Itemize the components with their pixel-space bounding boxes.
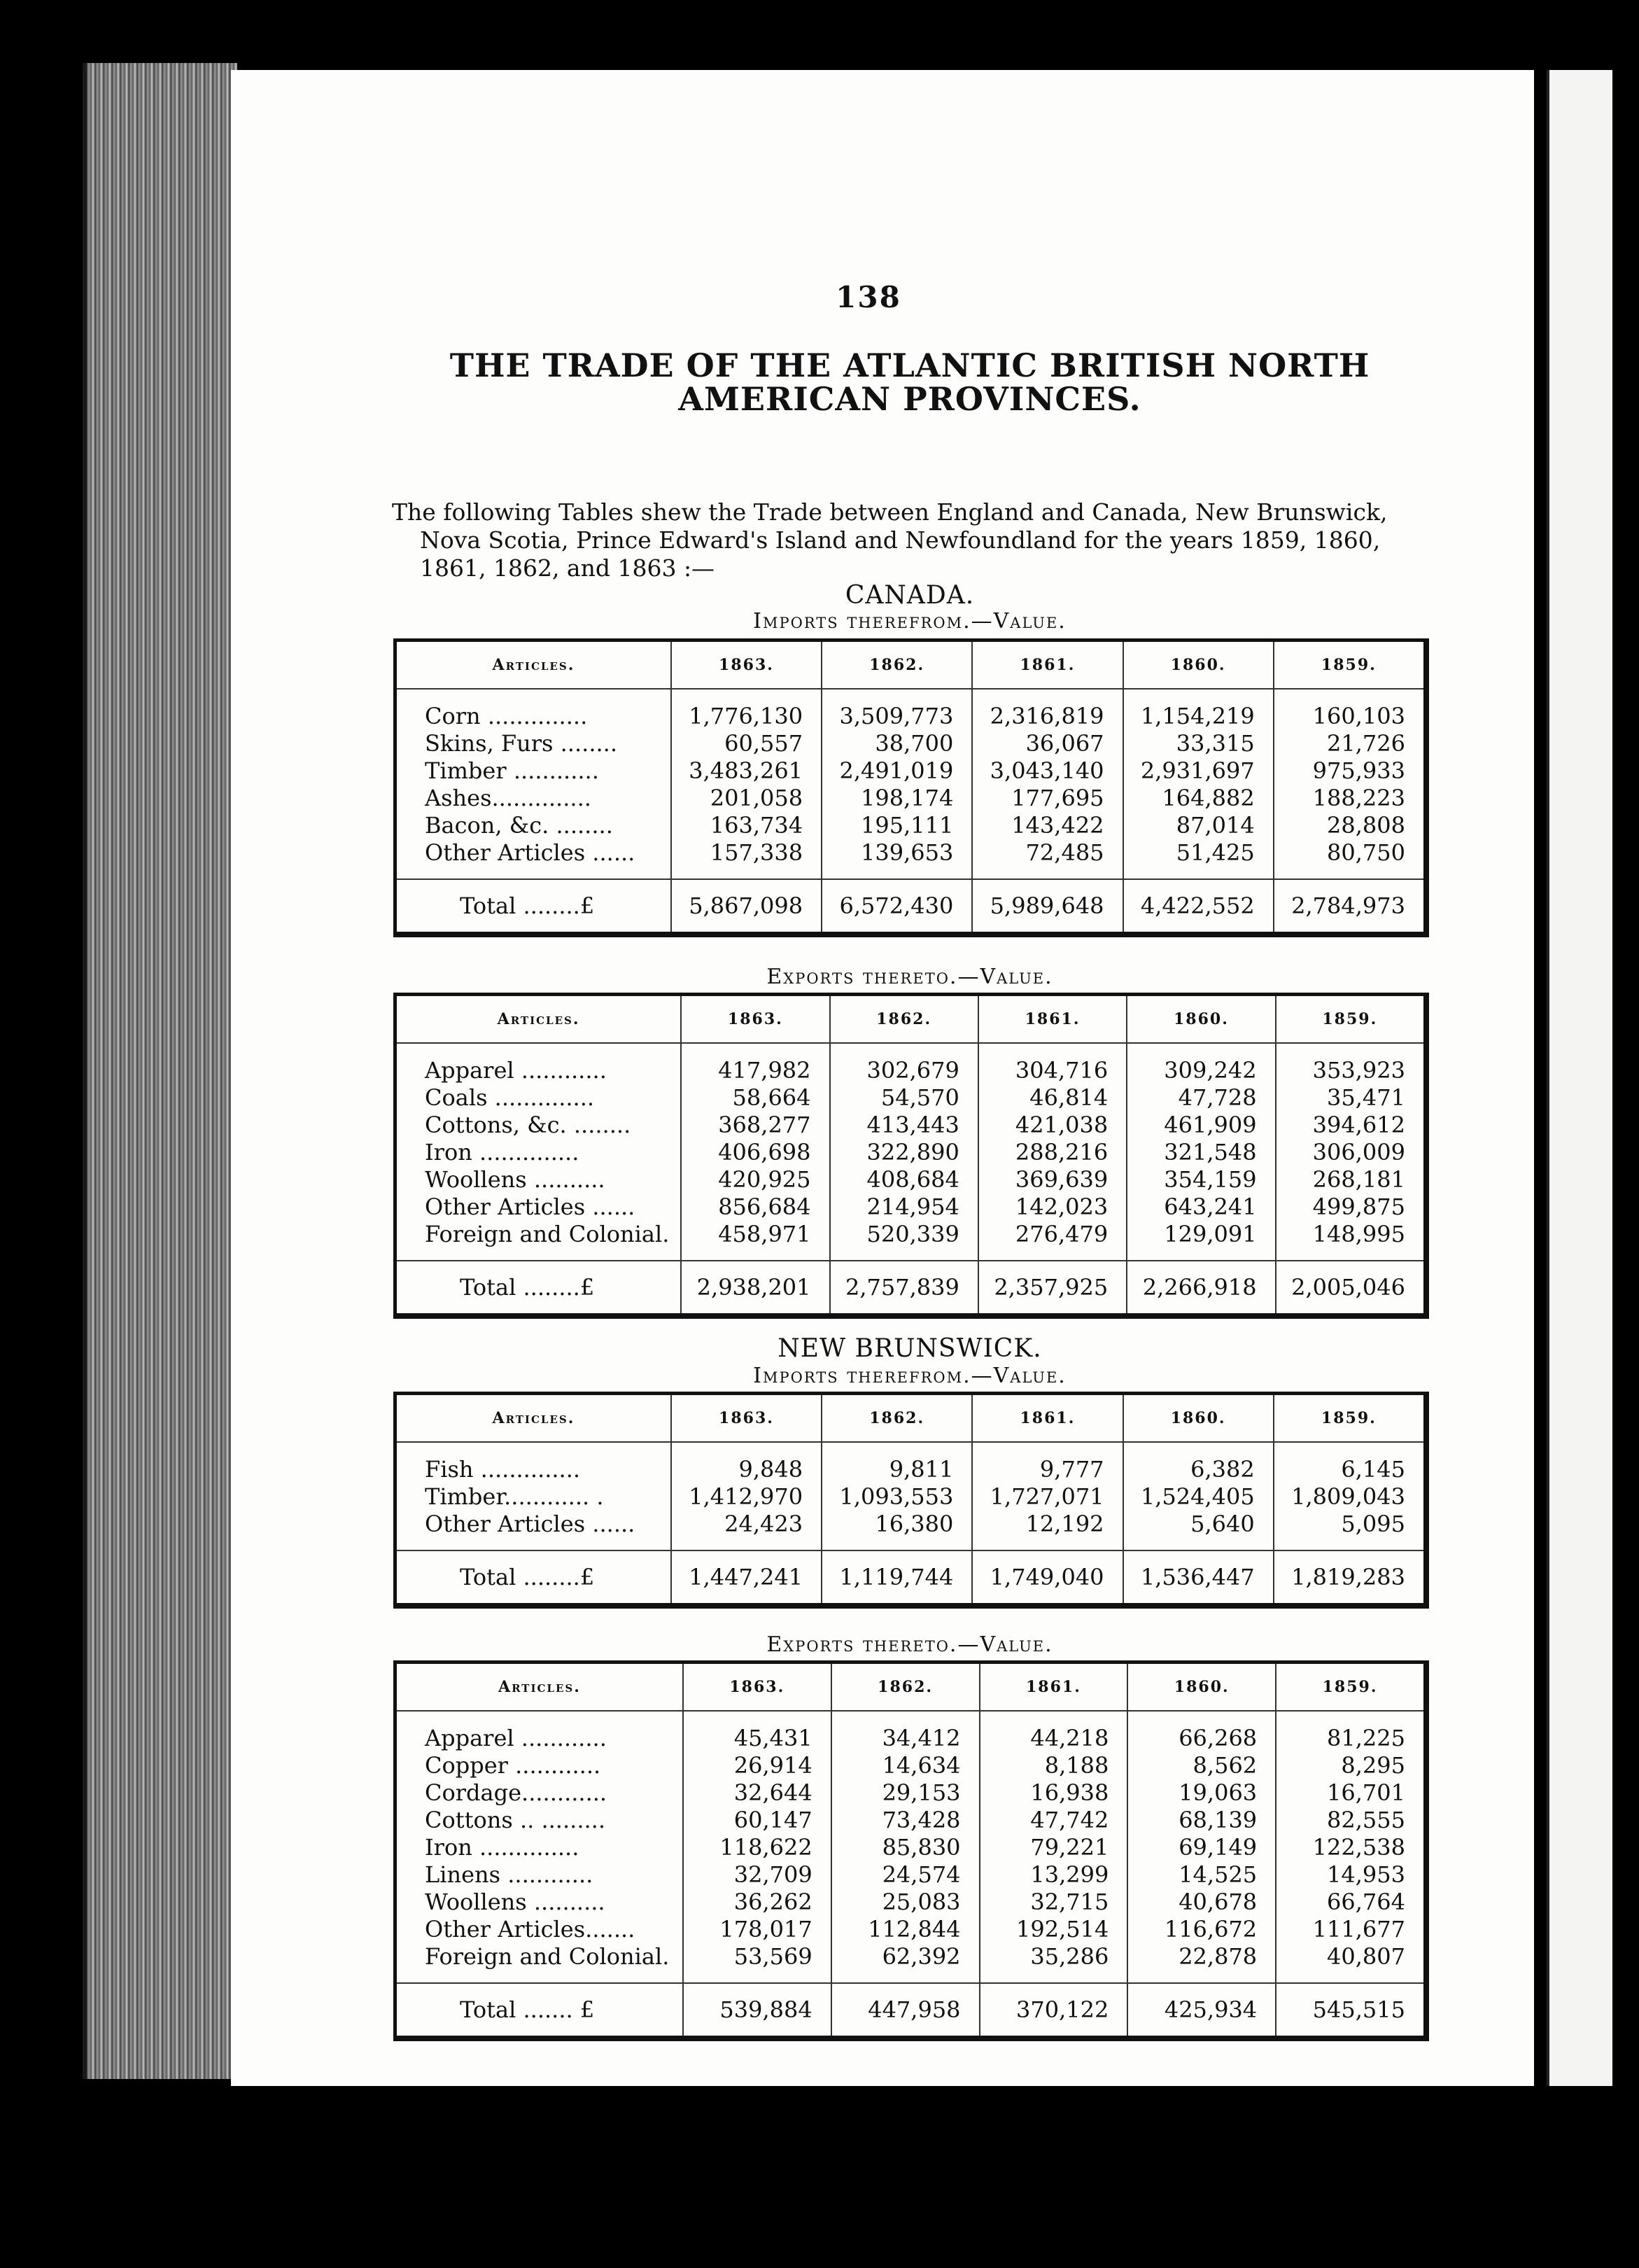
value-cell: 25,083 (831, 1888, 980, 1915)
intro-line: 1861, 1862, and 1863 :— (420, 554, 715, 582)
table-row (395, 1084, 1427, 1111)
table-subtitle: Exports thereto.—Value. (766, 965, 1053, 989)
value-cell: 44,218 (980, 1724, 1128, 1751)
value-cell: 322,890 (830, 1138, 978, 1166)
column-header-year: 1862. (822, 640, 972, 690)
value-cell: 856,684 (681, 1193, 829, 1220)
total-value: 5,867,098 (671, 879, 822, 934)
article-name-cell: Copper ............ (425, 1751, 601, 1779)
table-row (395, 1166, 1427, 1193)
table-row (395, 1138, 1427, 1166)
spacer-row (395, 1537, 1427, 1550)
value-cell: 85,830 (831, 1833, 980, 1861)
table-row (395, 784, 1427, 811)
article-name-cell: Other Articles ...... (425, 1193, 635, 1220)
total-value: 4,422,552 (1123, 879, 1274, 934)
value-cell: 87,014 (1123, 811, 1274, 839)
spacer-row (395, 1247, 1427, 1261)
column-header-year: 1859. (1274, 1394, 1426, 1443)
value-cell: 35,286 (980, 1942, 1128, 1970)
value-cell: 1,524,405 (1123, 1483, 1274, 1510)
value-cell: 309,242 (1127, 1056, 1275, 1084)
table-header-row (395, 640, 1427, 690)
value-cell: 368,277 (681, 1111, 829, 1138)
table-header-row (395, 995, 1427, 1044)
value-cell: 47,742 (980, 1806, 1128, 1833)
value-cell: 40,678 (1127, 1888, 1276, 1915)
value-cell: 143,422 (972, 811, 1123, 839)
value-cell: 80,750 (1274, 839, 1426, 866)
value-cell: 198,174 (822, 784, 972, 811)
spacer-row (395, 689, 1427, 702)
spacer-row (395, 1442, 1427, 1455)
column-header-year: 1861. (980, 1662, 1128, 1712)
article-name-cell: Cottons, &c. ........ (425, 1111, 631, 1138)
value-cell: 421,038 (978, 1111, 1127, 1138)
total-value: 2,784,973 (1274, 879, 1426, 934)
value-cell: 14,525 (1127, 1861, 1276, 1888)
value-cell: 12,192 (972, 1510, 1123, 1537)
book-page (231, 70, 1534, 2086)
total-value: 2,005,046 (1276, 1261, 1426, 1316)
new-brunswick-exports-table (393, 1660, 1429, 2041)
column-header-year: 1863. (671, 1394, 822, 1443)
article-name-cell: Timber............ . (425, 1483, 604, 1510)
column-header-year: 1862. (831, 1662, 980, 1712)
article-name-cell: Coals .............. (425, 1084, 595, 1111)
page-title: THE TRADE OF THE ATLANTIC BRITISH NORTH AMERICAN PROVINCES. (449, 346, 1370, 418)
total-value: 5,989,648 (972, 879, 1123, 934)
page-number: 138 (836, 280, 901, 314)
value-cell: 116,672 (1127, 1915, 1276, 1942)
table-subtitle: Exports thereto.—Value. (766, 1632, 1053, 1657)
column-header-year: 1861. (972, 1394, 1123, 1443)
value-cell: 142,023 (978, 1193, 1127, 1220)
value-cell: 24,574 (831, 1861, 980, 1888)
table-row (395, 1455, 1427, 1483)
intro-line: Nova Scotia, Prince Edward's Island and Newfoundland for the years 1859, 1860, (420, 526, 1381, 554)
table-row (395, 1861, 1427, 1888)
total-row (395, 879, 1427, 934)
value-cell: 60,147 (683, 1806, 831, 1833)
value-cell: 148,995 (1276, 1220, 1426, 1247)
value-cell: 54,570 (830, 1084, 978, 1111)
value-cell: 28,808 (1274, 811, 1426, 839)
article-name-cell: Other Articles....... (425, 1915, 635, 1942)
value-cell: 268,181 (1276, 1166, 1426, 1193)
article-name-cell: Other Articles ...... (425, 1510, 635, 1537)
value-cell: 19,063 (1127, 1779, 1276, 1806)
table-row (395, 1483, 1427, 1510)
article-name-cell: Iron .............. (425, 1138, 579, 1166)
table-row (395, 1220, 1427, 1247)
total-value: 1,749,040 (972, 1550, 1123, 1606)
value-cell: 2,491,019 (822, 757, 972, 784)
value-cell: 353,923 (1276, 1056, 1426, 1084)
value-cell: 417,982 (681, 1056, 829, 1084)
value-cell: 302,679 (830, 1056, 978, 1084)
column-header-year: 1862. (822, 1394, 972, 1443)
table-row (395, 839, 1427, 866)
column-header-year: 1861. (978, 995, 1127, 1044)
value-cell: 112,844 (831, 1915, 980, 1942)
value-cell: 29,153 (831, 1779, 980, 1806)
table-row (395, 1833, 1427, 1861)
table-header-row (395, 1394, 1427, 1443)
column-header-year: 1863. (671, 640, 822, 690)
spacer-row (395, 1970, 1427, 1983)
article-name-cell: Corn .............. (425, 702, 588, 729)
table-row (395, 1724, 1427, 1751)
value-cell: 1,093,553 (822, 1483, 972, 1510)
section-title-canada: CANADA. (845, 581, 975, 610)
article-name-cell: Bacon, &c. ........ (425, 811, 613, 839)
total-label: Total ........£ (395, 1261, 682, 1316)
table-subtitle: Imports therefrom.—Value. (753, 1364, 1067, 1388)
value-cell: 413,443 (830, 1111, 978, 1138)
value-cell: 46,814 (978, 1084, 1127, 1111)
value-cell: 499,875 (1276, 1193, 1426, 1220)
value-cell: 81,225 (1276, 1724, 1426, 1751)
value-cell: 276,479 (978, 1220, 1127, 1247)
value-cell: 3,483,261 (671, 757, 822, 784)
table-row (395, 1751, 1427, 1779)
value-cell: 157,338 (671, 839, 822, 866)
table-row (395, 811, 1427, 839)
total-label: Total ........£ (395, 879, 671, 934)
total-value: 1,819,283 (1274, 1550, 1426, 1606)
article-name-cell: Woollens .......... (425, 1888, 605, 1915)
value-cell: 5,095 (1274, 1510, 1426, 1537)
column-header-year: 1859. (1276, 1662, 1426, 1712)
value-cell: 118,622 (683, 1833, 831, 1861)
value-cell: 22,878 (1127, 1942, 1276, 1970)
article-name-cell: Linens ............ (425, 1861, 593, 1888)
total-row (395, 1550, 1427, 1606)
value-cell: 406,698 (681, 1138, 829, 1166)
value-cell: 32,709 (683, 1861, 831, 1888)
table-row (395, 1942, 1427, 1970)
column-header-year: 1859. (1274, 640, 1426, 690)
value-cell: 195,111 (822, 811, 972, 839)
value-cell: 394,612 (1276, 1111, 1426, 1138)
total-value: 1,119,744 (822, 1550, 972, 1606)
value-cell: 975,933 (1274, 757, 1426, 784)
total-value: 545,515 (1276, 1983, 1426, 2038)
article-name-cell: Iron .............. (425, 1833, 579, 1861)
value-cell: 5,640 (1123, 1510, 1274, 1537)
intro-line: The following Tables shew the Trade between England and Canada, New Brunswick, (392, 498, 1388, 526)
total-value: 6,572,430 (822, 879, 972, 934)
next-page-edge (1547, 70, 1612, 2086)
value-cell: 1,809,043 (1274, 1483, 1426, 1510)
value-cell: 163,734 (671, 811, 822, 839)
value-cell: 160,103 (1274, 702, 1426, 729)
canada-imports-table (393, 638, 1429, 937)
value-cell: 8,562 (1127, 1751, 1276, 1779)
total-label: Total ....... £ (395, 1983, 683, 2038)
value-cell: 1,776,130 (671, 702, 822, 729)
value-cell: 201,058 (671, 784, 822, 811)
column-header-year: 1860. (1123, 640, 1274, 690)
column-header-articles: Articles. (395, 995, 682, 1044)
column-header-articles: Articles. (395, 1394, 671, 1443)
article-name-cell: Skins, Furs ........ (425, 729, 617, 757)
value-cell: 139,653 (822, 839, 972, 866)
total-value: 1,447,241 (671, 1550, 822, 1606)
spacer-row (395, 866, 1427, 879)
value-cell: 458,971 (681, 1220, 829, 1247)
article-name-cell: Fish .............. (425, 1455, 581, 1483)
value-cell: 21,726 (1274, 729, 1426, 757)
column-header-year: 1859. (1276, 995, 1426, 1044)
table-row (395, 757, 1427, 784)
total-value: 539,884 (683, 1983, 831, 2038)
total-value: 2,938,201 (681, 1261, 829, 1316)
value-cell: 68,139 (1127, 1806, 1276, 1833)
value-cell: 60,557 (671, 729, 822, 757)
article-name-cell: Timber ............ (425, 757, 599, 784)
section-title-new-brunswick: NEW BRUNSWICK. (778, 1334, 1042, 1363)
value-cell: 16,938 (980, 1779, 1128, 1806)
value-cell: 35,471 (1276, 1084, 1426, 1111)
column-header-year: 1860. (1123, 1394, 1274, 1443)
value-cell: 643,241 (1127, 1193, 1275, 1220)
value-cell: 36,262 (683, 1888, 831, 1915)
value-cell: 16,380 (822, 1510, 972, 1537)
value-cell: 66,268 (1127, 1724, 1276, 1751)
article-name-cell: Woollens .......... (425, 1166, 605, 1193)
value-cell: 79,221 (980, 1833, 1128, 1861)
spacer-row (395, 1711, 1427, 1724)
value-cell: 122,538 (1276, 1833, 1426, 1861)
value-cell: 461,909 (1127, 1111, 1275, 1138)
value-cell: 9,811 (822, 1455, 972, 1483)
value-cell: 38,700 (822, 729, 972, 757)
value-cell: 306,009 (1276, 1138, 1426, 1166)
value-cell: 2,931,697 (1123, 757, 1274, 784)
value-cell: 520,339 (830, 1220, 978, 1247)
value-cell: 47,728 (1127, 1084, 1275, 1111)
value-cell: 32,715 (980, 1888, 1128, 1915)
article-name-cell: Foreign and Colonial. (425, 1942, 670, 1970)
value-cell: 321,548 (1127, 1138, 1275, 1166)
value-cell: 58,664 (681, 1084, 829, 1111)
value-cell: 8,295 (1276, 1751, 1426, 1779)
table-header-row (395, 1662, 1427, 1712)
value-cell: 14,634 (831, 1751, 980, 1779)
value-cell: 45,431 (683, 1724, 831, 1751)
intro-paragraph (392, 498, 1431, 582)
value-cell: 26,914 (683, 1751, 831, 1779)
value-cell: 1,154,219 (1123, 702, 1274, 729)
value-cell: 16,701 (1276, 1779, 1426, 1806)
value-cell: 288,216 (978, 1138, 1127, 1166)
value-cell: 82,555 (1276, 1806, 1426, 1833)
value-cell: 369,639 (978, 1166, 1127, 1193)
total-value: 370,122 (980, 1983, 1128, 2038)
total-row (395, 1983, 1427, 2038)
article-name-cell: Ashes.............. (425, 784, 591, 811)
value-cell: 34,412 (831, 1724, 980, 1751)
value-cell: 192,514 (980, 1915, 1128, 1942)
value-cell: 2,316,819 (972, 702, 1123, 729)
value-cell: 3,043,140 (972, 757, 1123, 784)
article-name-cell: Other Articles ...... (425, 839, 635, 866)
value-cell: 420,925 (681, 1166, 829, 1193)
value-cell: 9,777 (972, 1455, 1123, 1483)
value-cell: 129,091 (1127, 1220, 1275, 1247)
value-cell: 33,315 (1123, 729, 1274, 757)
value-cell: 9,848 (671, 1455, 822, 1483)
column-header-year: 1861. (972, 640, 1123, 690)
value-cell: 6,145 (1274, 1455, 1426, 1483)
column-header-year: 1862. (830, 995, 978, 1044)
value-cell: 408,684 (830, 1166, 978, 1193)
total-value: 2,266,918 (1127, 1261, 1275, 1316)
table-row (395, 1888, 1427, 1915)
value-cell: 178,017 (683, 1915, 831, 1942)
total-value: 425,934 (1127, 1983, 1276, 2038)
value-cell: 111,677 (1276, 1915, 1426, 1942)
total-value: 2,357,925 (978, 1261, 1127, 1316)
column-header-year: 1863. (683, 1662, 831, 1712)
value-cell: 62,392 (831, 1942, 980, 1970)
value-cell: 3,509,773 (822, 702, 972, 729)
value-cell: 53,569 (683, 1942, 831, 1970)
article-name-cell: Apparel ............ (425, 1056, 607, 1084)
article-name-cell: Cordage............ (425, 1779, 607, 1806)
total-label: Total ........£ (395, 1550, 671, 1606)
value-cell: 1,412,970 (671, 1483, 822, 1510)
table-row (395, 729, 1427, 757)
value-cell: 51,425 (1123, 839, 1274, 866)
value-cell: 73,428 (831, 1806, 980, 1833)
value-cell: 72,485 (972, 839, 1123, 866)
value-cell: 214,954 (830, 1193, 978, 1220)
table-row (395, 1806, 1427, 1833)
value-cell: 13,299 (980, 1861, 1128, 1888)
table-row (395, 1779, 1427, 1806)
spacer-row (395, 1043, 1427, 1056)
article-name-cell: Foreign and Colonial. (425, 1220, 670, 1247)
value-cell: 24,423 (671, 1510, 822, 1537)
table-row (395, 1193, 1427, 1220)
value-cell: 69,149 (1127, 1833, 1276, 1861)
column-header-year: 1860. (1127, 1662, 1276, 1712)
value-cell: 14,953 (1276, 1861, 1426, 1888)
value-cell: 36,067 (972, 729, 1123, 757)
column-header-year: 1863. (681, 995, 829, 1044)
value-cell: 8,188 (980, 1751, 1128, 1779)
value-cell: 304,716 (978, 1056, 1127, 1084)
total-value: 1,536,447 (1123, 1550, 1274, 1606)
value-cell: 354,159 (1127, 1166, 1275, 1193)
book-page-edges (83, 63, 237, 2079)
value-cell: 1,727,071 (972, 1483, 1123, 1510)
table-row (395, 1056, 1427, 1084)
value-cell: 164,882 (1123, 784, 1274, 811)
value-cell: 66,764 (1276, 1888, 1426, 1915)
table-row (395, 702, 1427, 729)
column-header-year: 1860. (1127, 995, 1275, 1044)
value-cell: 177,695 (972, 784, 1123, 811)
value-cell: 40,807 (1276, 1942, 1426, 1970)
value-cell: 32,644 (683, 1779, 831, 1806)
article-name-cell: Apparel ............ (425, 1724, 607, 1751)
column-header-articles: Articles. (395, 1662, 683, 1712)
table-row (395, 1510, 1427, 1537)
value-cell: 6,382 (1123, 1455, 1274, 1483)
value-cell: 188,223 (1274, 784, 1426, 811)
new-brunswick-imports-table (393, 1392, 1429, 1609)
table-row (395, 1915, 1427, 1942)
total-row (395, 1261, 1427, 1316)
article-name-cell: Cottons .. ......... (425, 1806, 605, 1833)
column-header-articles: Articles. (395, 640, 671, 690)
total-value: 2,757,839 (830, 1261, 978, 1316)
table-row (395, 1111, 1427, 1138)
table-subtitle: Imports therefrom.—Value. (753, 609, 1067, 634)
total-value: 447,958 (831, 1983, 980, 2038)
canada-exports-table (393, 993, 1429, 1319)
